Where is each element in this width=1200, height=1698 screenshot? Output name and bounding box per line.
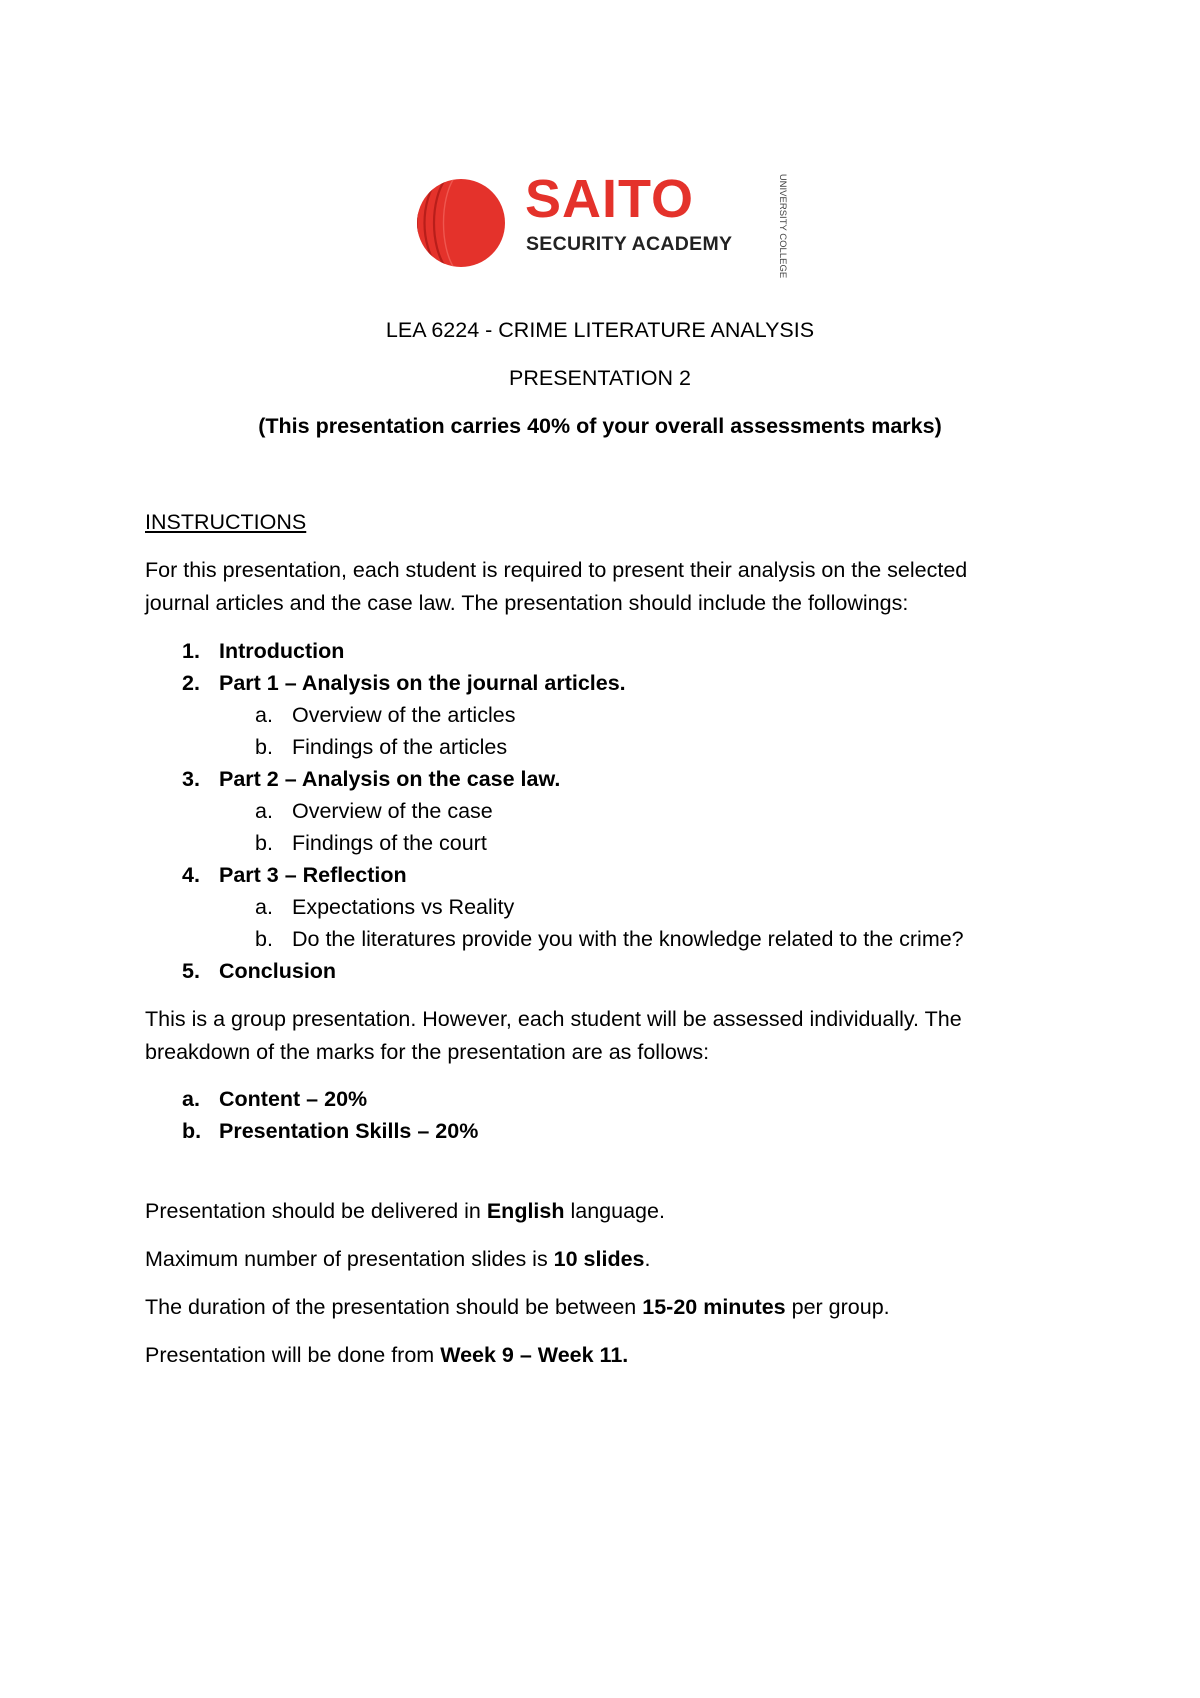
saito-logo xyxy=(416,169,796,279)
schedule-suffix: . xyxy=(622,1343,629,1367)
language-requirement xyxy=(145,1199,665,1224)
weighting-note: (This presentation carries 40% of your overall assessments marks) xyxy=(258,414,942,438)
outline-letter: b. xyxy=(255,831,273,855)
outline-text: Conclusion xyxy=(219,959,337,983)
instructions-heading: INSTRUCTIONS xyxy=(145,510,307,534)
outline-text: Overview of the articles xyxy=(292,703,516,727)
slides-suffix: . xyxy=(644,1247,651,1271)
outline-text: Findings of the court xyxy=(292,831,487,855)
schedule-emphasis: Week 9 – Week 11 xyxy=(440,1343,623,1367)
outline-text: Part 2 – Analysis on the case law. xyxy=(219,767,561,791)
schedule-requirement xyxy=(145,1343,628,1368)
assignment-title: PRESENTATION 2 xyxy=(509,366,691,390)
outline-text: Part 1 – Analysis on the journal articles. xyxy=(219,671,626,695)
duration-suffix: per group. xyxy=(785,1295,890,1319)
language-emphasis: English xyxy=(486,1199,565,1223)
duration-prefix: The duration of the presentation should be between xyxy=(145,1295,643,1319)
outline-number: 1. xyxy=(182,639,200,663)
outline-text: Expectations vs Reality xyxy=(292,895,515,919)
outline-text: Do the literatures provide you with the knowledge related to the crime? xyxy=(292,927,964,951)
slides-requirement xyxy=(145,1247,651,1272)
outline-text: Introduction xyxy=(219,639,345,663)
outline-text: Findings of the articles xyxy=(292,735,508,759)
outline-letter: a. xyxy=(255,799,273,823)
outline-number: 4. xyxy=(182,863,200,887)
outline-number: 2. xyxy=(182,671,200,695)
logo-name: SAITO xyxy=(525,169,695,229)
marks-text: Content – 20% xyxy=(219,1087,368,1111)
marks-letter: b. xyxy=(182,1119,202,1143)
outline-letter: b. xyxy=(255,735,273,759)
intro-paragraph-line: journal articles and the case law. The presentation should include the followings: xyxy=(145,591,909,615)
saito-globe-icon xyxy=(416,178,506,268)
duration-emphasis: 15-20 minutes xyxy=(642,1295,786,1319)
outline-letter: a. xyxy=(255,895,273,919)
marks-text: Presentation Skills – 20% xyxy=(219,1119,479,1143)
outline-text: Overview of the case xyxy=(292,799,493,823)
logo-vertical-label: UNIVERSITY COLLEGE xyxy=(777,173,788,279)
outline-number: 5. xyxy=(182,959,200,983)
language-suffix: language. xyxy=(564,1199,665,1223)
logo-subtitle: SECURITY ACADEMY xyxy=(526,233,733,255)
logo-vertical-text xyxy=(768,173,796,279)
outline-text: Part 3 – Reflection xyxy=(219,863,407,887)
language-prefix: Presentation should be delivered in xyxy=(145,1199,487,1223)
marks-letter: a. xyxy=(182,1087,200,1111)
slides-prefix: Maximum number of presentation slides is xyxy=(145,1247,554,1271)
slides-emphasis: 10 slides xyxy=(553,1247,645,1271)
intro-paragraph-line: For this presentation, each student is required to present their analysis on the selected xyxy=(145,558,968,582)
outline-letter: b. xyxy=(255,927,273,951)
outline-letter: a. xyxy=(255,703,273,727)
duration-requirement xyxy=(145,1295,890,1320)
group-paragraph-line: This is a group presentation. However, each student will be assessed individually. The xyxy=(145,1007,962,1031)
schedule-prefix: Presentation will be done from xyxy=(145,1343,441,1367)
course-title: LEA 6224 - CRIME LITERATURE ANALYSIS xyxy=(385,318,815,342)
group-paragraph-line: breakdown of the marks for the presentation are as follows: xyxy=(145,1040,710,1064)
outline-number: 3. xyxy=(182,767,200,791)
